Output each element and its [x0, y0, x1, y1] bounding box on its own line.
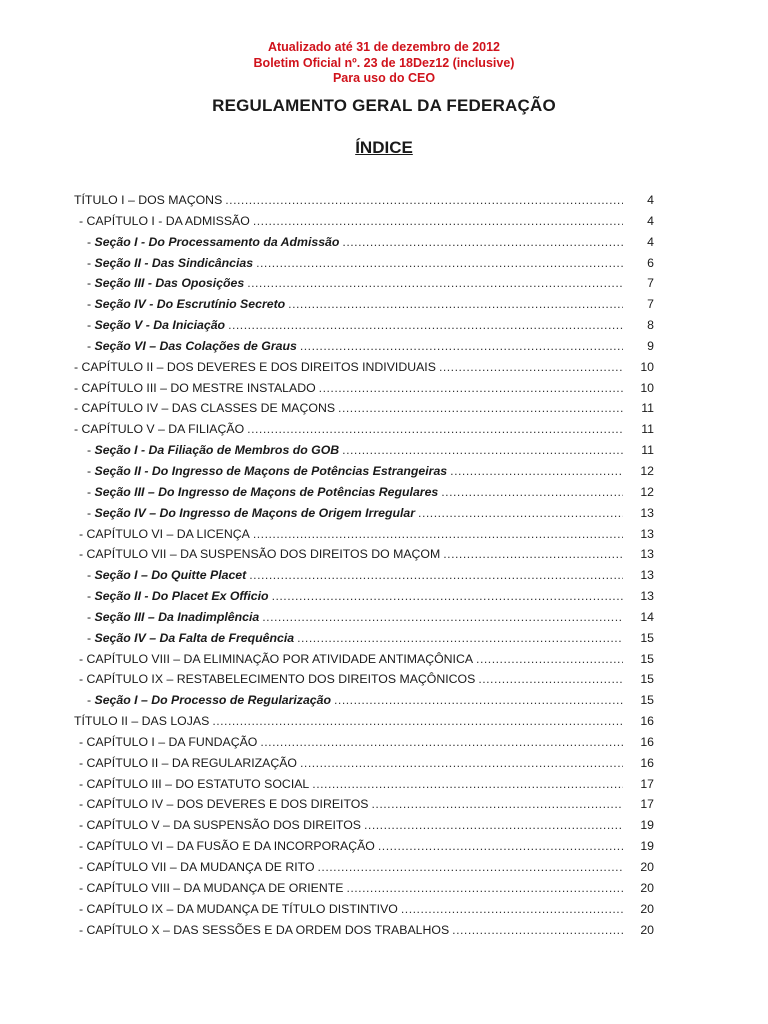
toc-entry-prefix: -	[74, 359, 82, 374]
toc-entry[interactable]	[74, 839, 654, 860]
toc-entry[interactable]	[74, 422, 654, 443]
toc-entry-prefix: -	[79, 880, 87, 895]
usage-line: Para uso do CEO	[332, 71, 436, 85]
toc-entry-prefix: -	[79, 922, 87, 937]
dot-leader	[401, 902, 623, 916]
toc-page-number: 9	[647, 338, 654, 353]
toc-entry-label	[74, 360, 436, 374]
toc-entry[interactable]	[74, 527, 654, 548]
toc-entry-label	[74, 881, 343, 895]
toc-entry-label	[74, 193, 222, 207]
toc-entry-prefix: -	[74, 401, 82, 416]
toc-entry-text: TÍTULO I – DOS MAÇONS	[74, 193, 223, 207]
toc-entry-label	[74, 714, 209, 728]
toc-entry-prefix: -	[87, 234, 95, 249]
dot-leader	[260, 735, 623, 749]
dot-leader	[378, 839, 623, 853]
toc-page-number: 16	[640, 755, 654, 770]
dot-leader	[418, 506, 623, 520]
toc-page-number: 19	[640, 818, 654, 833]
toc-page-number: 4	[647, 213, 654, 228]
toc-entry-text: CAPÍTULO IX – RESTABELECIMENTO DOS DIREITOS MAÇÔNICOS	[86, 672, 476, 687]
dot-leader	[441, 485, 623, 499]
toc-page-number: 16	[640, 714, 654, 729]
toc-entry-label	[74, 443, 339, 457]
toc-page-number: 15	[640, 630, 654, 645]
dot-leader	[297, 631, 623, 645]
dot-leader	[318, 860, 623, 874]
toc-entry-label	[74, 610, 259, 624]
toc-entry-prefix: -	[87, 609, 95, 624]
toc-page-number: 4	[647, 234, 654, 249]
toc-entry-label	[74, 839, 375, 853]
toc-entry-text: CAPÍTULO VI – DA FUSÃO E DA INCORPORAÇÃO	[86, 839, 375, 854]
toc-page-number: 17	[640, 776, 654, 791]
toc-entry-text: CAPÍTULO X – DAS SESSÕES E DA ORDEM DOS TRABALHOS	[86, 922, 450, 937]
toc-entry-label	[74, 631, 294, 645]
toc-entry-prefix: -	[79, 818, 87, 833]
toc-entry[interactable]	[74, 714, 654, 735]
toc-entry-prefix: -	[87, 630, 95, 645]
toc-entry-text: CAPÍTULO III – DO MESTRE INSTALADO	[81, 380, 316, 395]
toc-entry-text: Seção III – Do Ingresso de Maçons de Potências Regulares	[94, 484, 439, 499]
toc-page-number: 13	[640, 589, 654, 604]
toc-entry-label	[74, 652, 473, 666]
toc-entry-label	[74, 735, 257, 749]
toc-entry-label	[74, 256, 253, 270]
toc-entry[interactable]	[74, 631, 654, 652]
toc-entry-prefix: -	[87, 255, 95, 270]
toc-entry-text: CAPÍTULO II – DOS DEVERES E DOS DIREITOS INDIVIDUAIS	[81, 359, 436, 374]
dot-leader	[476, 652, 623, 666]
toc-entry-text: CAPÍTULO I - DA ADMISSÃO	[86, 213, 250, 228]
toc-entry-text: Seção V - Da Iniciação	[94, 318, 226, 333]
toc-page-number: 11	[641, 443, 654, 458]
toc-entry-label	[74, 297, 285, 311]
toc-entry-prefix: -	[87, 297, 95, 312]
update-date-line: Atualizado até 31 de dezembro de 2012	[267, 40, 501, 54]
toc-entry-text: TÍTULO II – DAS LOJAS	[74, 714, 210, 729]
toc-page-number: 19	[640, 839, 654, 854]
toc-entry-label	[74, 422, 244, 436]
dot-leader	[262, 610, 623, 624]
toc-entry[interactable]	[74, 881, 654, 902]
toc-page-number: 10	[640, 359, 654, 374]
toc-entry-text: CAPÍTULO III – DO ESTATUTO SOCIAL	[86, 776, 310, 791]
toc-entry-prefix: -	[79, 797, 87, 812]
toc-entry-text: Seção I – Do Processo de Regularização	[94, 693, 331, 708]
toc-page-number: 14	[640, 609, 654, 624]
toc-entry-label	[74, 527, 250, 541]
toc-entry-text: CAPÍTULO VIII – DA ELIMINAÇÃO POR ATIVIDADE ANTIMAÇÔNICA	[86, 651, 474, 666]
toc-entry-label	[74, 756, 297, 770]
dot-leader	[300, 756, 623, 770]
dot-leader	[212, 714, 623, 728]
document-title: REGULAMENTO GERAL DA FEDERAÇÃO	[212, 96, 556, 115]
toc-page-number: 12	[640, 484, 654, 499]
toc-entry-label	[74, 672, 475, 686]
toc-page-number: 15	[640, 693, 654, 708]
toc-entry[interactable]	[74, 547, 654, 568]
toc-entry-prefix: -	[87, 338, 95, 353]
toc-entry-text: CAPÍTULO V – DA FILIAÇÃO	[81, 422, 245, 437]
toc-entry[interactable]	[74, 297, 654, 318]
toc-page-number: 16	[640, 734, 654, 749]
toc-entry-text: CAPÍTULO IV – DAS CLASSES DE MAÇONS	[81, 401, 336, 416]
toc-entry[interactable]	[74, 235, 654, 256]
toc-page-number: 7	[647, 276, 654, 291]
toc-entry-prefix: -	[79, 526, 87, 541]
toc-entry-prefix: -	[79, 901, 87, 916]
toc-entry[interactable]	[74, 318, 654, 339]
toc-entry-prefix: -	[79, 839, 87, 854]
toc-entry-text: Seção II - Das Sindicâncias	[94, 255, 254, 270]
dot-leader	[450, 464, 623, 478]
toc-entry-prefix: -	[74, 380, 82, 395]
toc-entry[interactable]	[74, 860, 654, 881]
toc-entry-label	[74, 506, 415, 520]
toc-entry-label	[74, 860, 315, 874]
toc-page-number: 13	[640, 568, 654, 583]
toc-page-number: 4	[647, 193, 654, 207]
toc-entry-label	[74, 339, 297, 353]
toc-entry-prefix: -	[87, 443, 95, 458]
toc-page-number: 13	[640, 526, 654, 541]
toc-entry-text: Seção I - Da Filiação de Membros do GOB	[94, 443, 340, 458]
toc-entry-label	[74, 547, 440, 561]
toc-page-number: 17	[640, 797, 654, 812]
toc-entry[interactable]	[74, 381, 654, 402]
toc-page-number: 20	[640, 901, 654, 916]
toc-entry-text: CAPÍTULO II – DA REGULARIZAÇÃO	[86, 755, 297, 770]
dot-leader	[300, 339, 623, 353]
toc-entry[interactable]	[74, 902, 654, 923]
toc-entry-label	[74, 485, 438, 499]
toc-entry[interactable]	[74, 464, 654, 485]
toc-page-number: 11	[641, 401, 654, 416]
toc-entry-text: CAPÍTULO VIII – DA MUDANÇA DE ORIENTE	[86, 880, 344, 895]
toc-entry-text: Seção IV - Do Escrutínio Secreto	[94, 297, 286, 312]
dot-leader	[247, 276, 623, 290]
toc-entry-text: Seção II - Do Ingresso de Maçons de Potências Estrangeiras	[94, 463, 448, 478]
toc-entry-prefix: -	[79, 547, 87, 562]
dot-leader	[225, 193, 623, 207]
dot-leader	[342, 443, 623, 457]
dot-leader	[452, 923, 623, 937]
toc-entry[interactable]	[74, 443, 654, 464]
toc-page-number: 6	[647, 255, 654, 270]
toc-entry[interactable]	[74, 693, 654, 714]
toc-entry-text: Seção VI – Das Colações de Graus	[94, 338, 297, 353]
dot-leader	[312, 777, 623, 791]
dot-leader	[247, 422, 623, 436]
toc-page-number: 13	[640, 505, 654, 520]
toc-entry-label	[74, 464, 447, 478]
toc-entry-text: Seção I - Do Processamento da Admissão	[94, 234, 340, 249]
toc-entry-label	[74, 818, 361, 832]
dot-leader	[364, 818, 623, 832]
toc-entry-text: CAPÍTULO IV – DOS DEVERES E DOS DIREITOS	[86, 797, 369, 812]
toc-entry[interactable]	[74, 214, 654, 235]
toc-entry[interactable]	[74, 401, 654, 422]
toc-entry-prefix: -	[87, 568, 95, 583]
toc-page-number: 20	[640, 860, 654, 874]
toc-entry[interactable]	[74, 735, 654, 756]
toc-entry-label	[74, 777, 309, 791]
toc-page-number: 20	[640, 922, 654, 937]
toc-entry-label	[74, 923, 449, 937]
toc-entry-text: CAPÍTULO VII – DA SUSPENSÃO DOS DIREITOS DO MAÇOM	[86, 547, 441, 562]
toc-entry-prefix: -	[87, 463, 95, 478]
toc-entry[interactable]	[74, 360, 654, 381]
toc-entry-text: CAPÍTULO VII – DA MUDANÇA DE RITO	[86, 860, 315, 874]
toc-entry[interactable]	[74, 610, 654, 631]
toc-entry[interactable]	[74, 777, 654, 798]
toc-entry-prefix: -	[87, 484, 95, 499]
toc-entry[interactable]	[74, 818, 654, 839]
dot-leader	[342, 235, 623, 249]
toc-page-number: 11	[641, 422, 654, 437]
toc-entry-prefix: -	[79, 755, 87, 770]
toc-entry[interactable]	[74, 652, 654, 673]
toc-entry-text: Seção II - Do Placet Ex Officio	[94, 589, 269, 604]
dot-leader	[319, 381, 623, 395]
toc-entry[interactable]	[74, 923, 654, 944]
toc-entry-label	[74, 401, 335, 415]
toc-entry[interactable]	[74, 193, 654, 214]
toc-entry[interactable]	[74, 672, 654, 693]
toc-page-number: 15	[640, 651, 654, 666]
toc-entry[interactable]	[74, 339, 654, 360]
toc-entry-label	[74, 214, 250, 228]
dot-leader	[253, 527, 623, 541]
toc-entry-label	[74, 589, 269, 603]
dot-leader	[443, 547, 623, 561]
toc-page-number: 13	[640, 547, 654, 562]
toc-entry-text: Seção III - Das Oposições	[94, 276, 245, 291]
toc-entry-text: Seção IV – Do Ingresso de Maçons de Origem Irregular	[94, 505, 416, 520]
dot-leader	[228, 318, 623, 332]
toc-entry-text: CAPÍTULO IX – DA MUDANÇA DE TÍTULO DISTINTIVO	[86, 901, 398, 916]
toc-page-number: 15	[640, 672, 654, 687]
dot-leader	[338, 401, 623, 415]
toc-entry-label	[74, 797, 369, 811]
toc-page-number: 20	[640, 880, 654, 895]
toc-entry-text: CAPÍTULO VI – DA LICENÇA	[86, 526, 250, 541]
dot-leader	[249, 568, 623, 582]
toc-entry[interactable]	[74, 568, 654, 589]
toc-entry-label	[74, 235, 339, 249]
toc-entry-prefix: -	[87, 589, 95, 604]
table-of-contents	[74, 193, 654, 943]
dot-leader	[272, 589, 623, 603]
toc-entry[interactable]	[74, 756, 654, 777]
toc-page-number: 8	[647, 318, 654, 333]
toc-page-number: 10	[640, 380, 654, 395]
toc-entry[interactable]	[74, 276, 654, 297]
toc-entry-label	[74, 381, 316, 395]
dot-leader	[346, 881, 623, 895]
toc-entry-label	[74, 318, 225, 332]
dot-leader	[253, 214, 623, 228]
toc-entry[interactable]	[74, 797, 654, 818]
toc-entry-label	[74, 568, 246, 582]
toc-entry-label	[74, 693, 331, 707]
toc-entry-prefix: -	[79, 776, 87, 791]
index-heading: ÍNDICE	[355, 138, 413, 157]
toc-entry-prefix: -	[87, 693, 95, 708]
toc-entry-label	[74, 276, 244, 290]
toc-entry-prefix: -	[79, 651, 87, 666]
toc-entry-prefix: -	[87, 505, 95, 520]
toc-page-number: 12	[640, 463, 654, 478]
dot-leader	[256, 256, 623, 270]
toc-entry-prefix: -	[87, 318, 95, 333]
dot-leader	[372, 797, 623, 811]
toc-entry-text: CAPÍTULO I – DA FUNDAÇÃO	[86, 734, 258, 749]
toc-entry-text: Seção IV – Da Falta de Frequência	[94, 630, 295, 645]
toc-entry-prefix: -	[74, 422, 82, 437]
toc-entry-text: Seção I – Do Quitte Placet	[94, 568, 247, 583]
toc-entry-prefix: -	[79, 734, 87, 749]
toc-page-number: 7	[647, 297, 654, 312]
toc-entry[interactable]	[74, 589, 654, 610]
dot-leader	[288, 297, 623, 311]
toc-entry-prefix: -	[79, 213, 87, 228]
toc-entry-text: CAPÍTULO V – DA SUSPENSÃO DOS DIREITOS	[86, 818, 361, 833]
toc-entry-prefix: -	[87, 276, 95, 291]
bulletin-line: Boletim Oficial nº. 23 de 18Dez12 (inclusive)	[253, 55, 515, 70]
toc-entry-prefix: -	[79, 860, 87, 874]
toc-entry[interactable]	[74, 506, 654, 527]
dot-leader	[334, 693, 623, 707]
toc-entry-prefix: -	[79, 672, 87, 687]
toc-entry-text: Seção III – Da Inadimplência	[94, 609, 260, 624]
dot-leader	[478, 672, 623, 686]
update-notice	[0, 40, 768, 87]
toc-entry[interactable]	[74, 485, 654, 506]
dot-leader	[439, 360, 623, 374]
toc-entry[interactable]	[74, 256, 654, 277]
toc-entry-label	[74, 902, 398, 916]
